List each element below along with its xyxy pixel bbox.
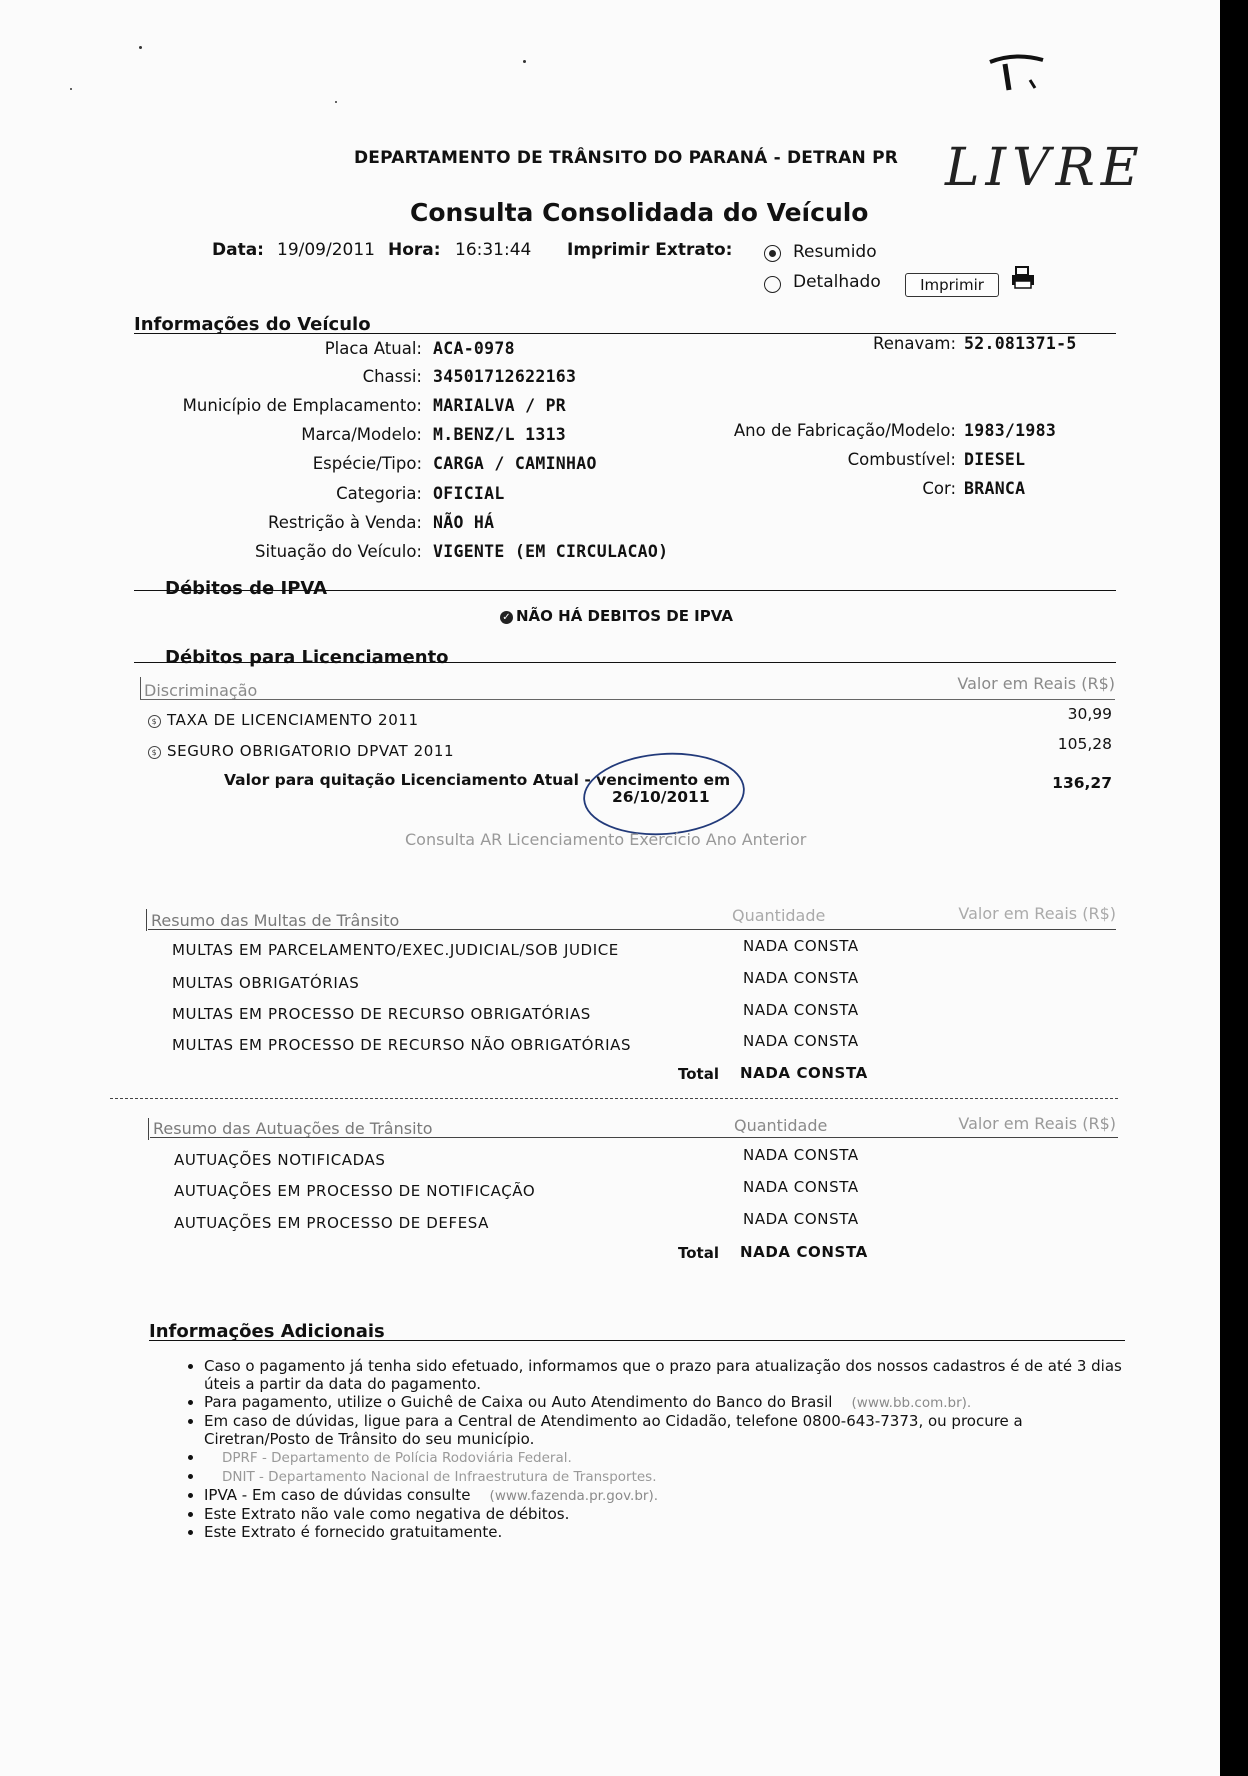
- coin-icon: $: [148, 746, 161, 759]
- field-label: Situação do Veículo:: [255, 542, 422, 561]
- table-row: AUTUAÇÕES NOTIFICADAS: [174, 1151, 386, 1169]
- field-label: Combustível:: [847, 450, 956, 469]
- row-quantity: NADA CONSTA: [743, 1001, 859, 1019]
- note-item: [204, 1467, 1122, 1486]
- total-value: 136,27: [1052, 774, 1112, 792]
- divider: [149, 1340, 1125, 1341]
- pen-circle-mark: [580, 748, 750, 840]
- col-valor-reais: Valor em Reais (R$): [958, 904, 1116, 923]
- handwritten-annotation: LIVRE: [945, 138, 1145, 198]
- ipva-section-title: Débitos de IPVA: [165, 578, 328, 599]
- divider: [148, 929, 1116, 930]
- scan-speck: [335, 101, 337, 103]
- scan-border: [1220, 0, 1248, 1776]
- divider: [134, 590, 1116, 591]
- printer-icon[interactable]: [1010, 266, 1036, 290]
- col-discriminacao: Discriminação: [144, 681, 258, 700]
- field-label: Marca/Modelo:: [301, 425, 422, 444]
- field-value: BRANCA: [964, 479, 1026, 498]
- table-row: MULTAS OBRIGATÓRIAS: [172, 974, 360, 992]
- field-value: 1983/1983: [964, 421, 1057, 440]
- print-button[interactable]: Imprimir: [905, 273, 999, 297]
- column-marker: [140, 677, 141, 699]
- date-label: Data:: [212, 240, 264, 260]
- field-value: VIGENTE (EM CIRCULACAO): [433, 542, 669, 561]
- fazenda-link[interactable]: (www.fazenda.pr.gov.br).: [489, 1488, 659, 1504]
- field-label: Ano de Fabricação/Modelo:: [733, 421, 956, 440]
- row-quantity: NADA CONSTA: [743, 1146, 859, 1164]
- row-quantity: NADA CONSTA: [743, 937, 859, 955]
- multas-total-value: NADA CONSTA: [740, 1064, 868, 1082]
- note-item: [204, 1448, 1122, 1467]
- note-item: • IPVA - Em caso de dúvidas consulte (www.fazenda.pr.gov.br).: [204, 1486, 1122, 1505]
- col-valor-reais: Valor em Reais (R$): [958, 1114, 1116, 1133]
- list-item: $ SEGURO OBRIGATORIO DPVAT 2011: [148, 742, 454, 760]
- field-value: 52.081371-5: [964, 334, 1077, 353]
- note-item: • Para pagamento, utilize o Guichê de Caixa ou Auto Atendimento do Banco do Brasil (www.bb.com.br).: [204, 1393, 1122, 1412]
- additional-section-title: Informações Adicionais: [149, 1321, 385, 1342]
- scan-speck: [139, 46, 142, 49]
- department-title: DEPARTAMENTO DE TRÂNSITO DO PARANÁ - DETRAN PR: [354, 148, 899, 168]
- list-item: $ TAXA DE LICENCIAMENTO 2011: [148, 711, 419, 729]
- scan-speck: [70, 88, 72, 90]
- field-value: MARIALVA / PR: [433, 396, 567, 415]
- ipva-status: ✓ NÃO HÁ DEBITOS DE IPVA: [500, 607, 733, 625]
- multas-total-label: Total: [678, 1065, 719, 1083]
- field-value: M.BENZ/L 1313: [433, 425, 567, 444]
- total-label: Valor para quitação Licenciamento Atual - vencimento em: [224, 771, 731, 789]
- row-quantity: NADA CONSTA: [743, 969, 859, 987]
- table-row: MULTAS EM PROCESSO DE RECURSO OBRIGATÓRIAS: [172, 1005, 591, 1023]
- divider: [134, 662, 1116, 663]
- due-date: 26/10/2011: [612, 788, 710, 806]
- time-value: 16:31:44: [455, 240, 532, 260]
- field-value: NÃO HÁ: [433, 513, 495, 532]
- field-value: OFICIAL: [433, 484, 505, 503]
- field-value: CARGA / CAMINHAO: [433, 454, 597, 473]
- field-label: Espécie/Tipo:: [312, 454, 422, 473]
- table-row: AUTUAÇÕES EM PROCESSO DE NOTIFICAÇÃO: [174, 1182, 536, 1200]
- handwritten-mark-icon: [985, 50, 1055, 100]
- note-item: • Este Extrato é fornecido gratuitamente.: [204, 1523, 1122, 1541]
- autuacoes-header: Resumo das Autuações de Trânsito: [153, 1119, 433, 1138]
- note-item: • Em caso de dúvidas, ligue para a Central de Atendimento ao Cidadão, telefone 0800-643-7373, ou procure a Ciretran/Posto de Trânsito do seu município.: [204, 1412, 1122, 1448]
- option-detalhado-label: Detalhado: [793, 272, 881, 292]
- column-marker: [146, 909, 147, 931]
- autuacoes-total-value: NADA CONSTA: [740, 1243, 868, 1261]
- field-label: Placa Atual:: [324, 339, 422, 358]
- previous-year-link[interactable]: Consulta AR Licenciamento Exercício Ano Anterior: [405, 830, 807, 849]
- table-row: MULTAS EM PROCESSO DE RECURSO NÃO OBRIGATÓRIAS: [172, 1036, 632, 1054]
- check-circle-icon: ✓: [500, 611, 513, 624]
- divider: [150, 1137, 1118, 1138]
- scan-speck: [523, 60, 526, 63]
- print-extract-label: Imprimir Extrato:: [567, 240, 733, 260]
- field-label: Cor:: [922, 479, 956, 498]
- note-item: • Caso o pagamento já tenha sido efetuado, informamos que o prazo para atualização dos nossos cadastros é de até 3 dias úteis a partir da data do pagamento.: [204, 1357, 1122, 1393]
- row-quantity: NADA CONSTA: [743, 1178, 859, 1196]
- licenciamento-section-title: Débitos para Licenciamento: [165, 647, 449, 668]
- divider: [140, 699, 1115, 700]
- note-item: • Este Extrato não vale como negativa de débitos.: [204, 1505, 1122, 1523]
- vehicle-section-title: Informações do Veículo: [134, 314, 371, 335]
- row-quantity: NADA CONSTA: [743, 1032, 859, 1050]
- col-quantidade: Quantidade: [732, 906, 826, 925]
- field-label: Renavam:: [873, 334, 956, 353]
- time-label: Hora:: [388, 240, 441, 260]
- option-resumido-label: Resumido: [793, 242, 877, 262]
- field-label: Chassi:: [362, 367, 422, 386]
- field-value: DIESEL: [964, 450, 1026, 469]
- date-value: 19/09/2011: [277, 240, 375, 260]
- radio-detalhado[interactable]: [764, 276, 781, 293]
- table-row: MULTAS EM PARCELAMENTO/EXEC.JUDICIAL/SOB JUDICE: [172, 941, 619, 959]
- row-quantity: NADA CONSTA: [743, 1210, 859, 1228]
- table-row: AUTUAÇÕES EM PROCESSO DE DEFESA: [174, 1214, 490, 1232]
- radio-resumido[interactable]: [764, 245, 781, 262]
- autuacoes-total-label: Total: [678, 1244, 719, 1262]
- dashed-divider: [110, 1098, 1118, 1099]
- dprf-link[interactable]: DPRF - Departamento de Polícia Rodoviária Federal.: [222, 1450, 572, 1466]
- field-label: Município de Emplacamento:: [182, 396, 422, 415]
- page-title: Consulta Consolidada do Veículo: [410, 198, 869, 227]
- col-quantidade: Quantidade: [734, 1116, 828, 1135]
- dnit-link[interactable]: DNIT - Departamento Nacional de Infraestrutura de Transportes.: [222, 1469, 657, 1485]
- bb-link[interactable]: (www.bb.com.br).: [851, 1395, 972, 1411]
- col-valor-reais: Valor em Reais (R$): [957, 674, 1115, 693]
- field-label: Restrição à Venda:: [268, 513, 422, 532]
- additional-notes: [182, 1357, 1122, 1541]
- multas-header: Resumo das Multas de Trânsito: [151, 911, 400, 930]
- field-value: 34501712622163: [433, 367, 577, 386]
- coin-icon: $: [148, 715, 161, 728]
- field-value: ACA-0978: [433, 339, 515, 358]
- item-value: 30,99: [1067, 705, 1112, 723]
- item-value: 105,28: [1057, 735, 1112, 753]
- field-label: Categoria:: [336, 484, 422, 503]
- column-marker: [148, 1118, 149, 1140]
